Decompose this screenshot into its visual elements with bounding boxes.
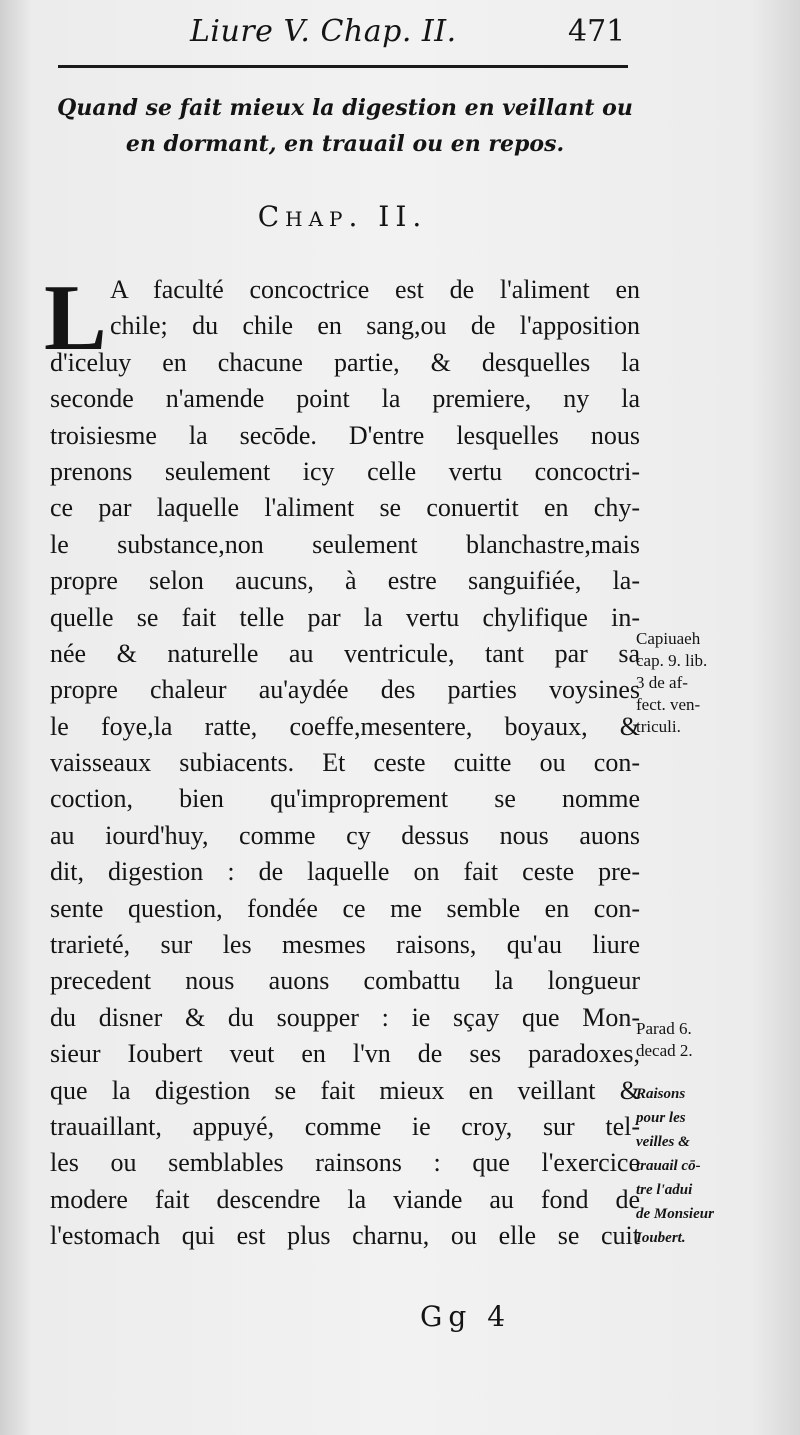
- text-line: sieur Ioubert veut en l'vn de ses paradoxes,: [50, 1039, 640, 1069]
- margin-note-raisons: [636, 1082, 786, 1250]
- text-line: quelle se fait telle par la vertu chylifique in-: [50, 602, 640, 632]
- margin-note-line: trauail cō-: [636, 1158, 701, 1174]
- text-line: modere fait descendre la viande au fond de: [50, 1184, 640, 1214]
- text-line: que la digestion se fait mieux en veillant &: [50, 1075, 640, 1105]
- margin-note-line: triculi.: [636, 717, 681, 736]
- margin-note-line: decad 2.: [636, 1041, 693, 1060]
- margin-note-line: 3 de af-: [636, 673, 688, 692]
- margin-note-line: cap. 9. lib.: [636, 651, 708, 670]
- text-line: propre selon aucuns, à estre sanguifiée, la-: [50, 566, 640, 596]
- margin-note-line: Ioubert.: [636, 1230, 686, 1246]
- margin-note-line: de Monsieur: [636, 1206, 714, 1222]
- text-line: sente question, fondée ce me semble en con-: [50, 893, 640, 923]
- text-line: troisiesme la secōde. D'entre lesquelles nous: [50, 420, 640, 450]
- margin-note-line: veilles &: [636, 1134, 690, 1150]
- signature-mark: Gg 4: [420, 1300, 512, 1333]
- text-line: propre chaleur au'aydée des parties voysines: [50, 675, 640, 705]
- text-line: d'iceluy en chacune partie, & desquelles la: [50, 347, 640, 377]
- text-line: coction, bien qu'improprement se nomme: [50, 784, 640, 814]
- drop-capital: L: [44, 266, 107, 370]
- text-line: le foye,la ratte, coeffe,mesentere, boyaux, &: [50, 711, 640, 741]
- text-line: au iourd'huy, comme cy dessus nous auons: [50, 820, 640, 850]
- margin-note-line: fect. ven-: [636, 695, 701, 714]
- body-text: [50, 272, 640, 1255]
- page-number: 471: [568, 14, 626, 49]
- running-title: Liure V. Chap. II.: [190, 14, 457, 49]
- text-line: du disner & du soupper : ie sçay que Mon-: [50, 1002, 640, 1032]
- text-line: ce par laquelle l'aliment se conuertit en chy-: [50, 493, 640, 523]
- text-line: trarieté, sur les mesmes raisons, qu'au liure: [50, 930, 640, 960]
- margin-note-line: pour les: [636, 1110, 686, 1126]
- margin-note-line: Raisons: [636, 1086, 686, 1102]
- text-line: les ou semblables rainsons : que l'exercice: [50, 1148, 640, 1178]
- text-line: dit, digestion : de laquelle on fait ceste pre-: [50, 857, 640, 887]
- text-line: seconde n'amende point la premiere, ny la: [50, 384, 640, 414]
- margin-note-line: tre l'adui: [636, 1182, 693, 1198]
- subject-line-1: Quand se fait mieux la digestion en veillant ou: [57, 95, 633, 121]
- margin-note-capivaccius: [636, 628, 786, 738]
- margin-note-line: Capiuaeh: [636, 629, 701, 648]
- chapter-subject: [50, 90, 640, 162]
- subject-line-2: en dormant, en trauail ou en repos.: [125, 131, 565, 157]
- text-line: le substance,non seulement blanchastre,mais: [50, 529, 640, 559]
- text-line: vaisseaux subiacents. Et ceste cuitte ou con-: [50, 748, 640, 778]
- text-line: chile; du chile en sang,ou de l'apposition: [110, 311, 640, 341]
- text-line: l'estomach qui est plus charnu, ou elle se cuit: [50, 1221, 640, 1251]
- chapter-heading: Chap. II.: [257, 200, 428, 233]
- text-line: A faculté concoctrice est de l'aliment en: [110, 275, 640, 304]
- header-rule: [58, 65, 628, 68]
- text-line: née & naturelle au ventricule, tant par sa: [50, 638, 640, 668]
- margin-note-paradox: [636, 1018, 786, 1062]
- text-line: trauaillant, appuyé, comme ie croy, sur tel-: [50, 1111, 640, 1141]
- text-line: prenons seulement icy celle vertu concoctri-: [50, 456, 640, 486]
- margin-note-line: Parad 6.: [636, 1019, 692, 1038]
- text-line: precedent nous auons combattu la longueur: [50, 966, 640, 996]
